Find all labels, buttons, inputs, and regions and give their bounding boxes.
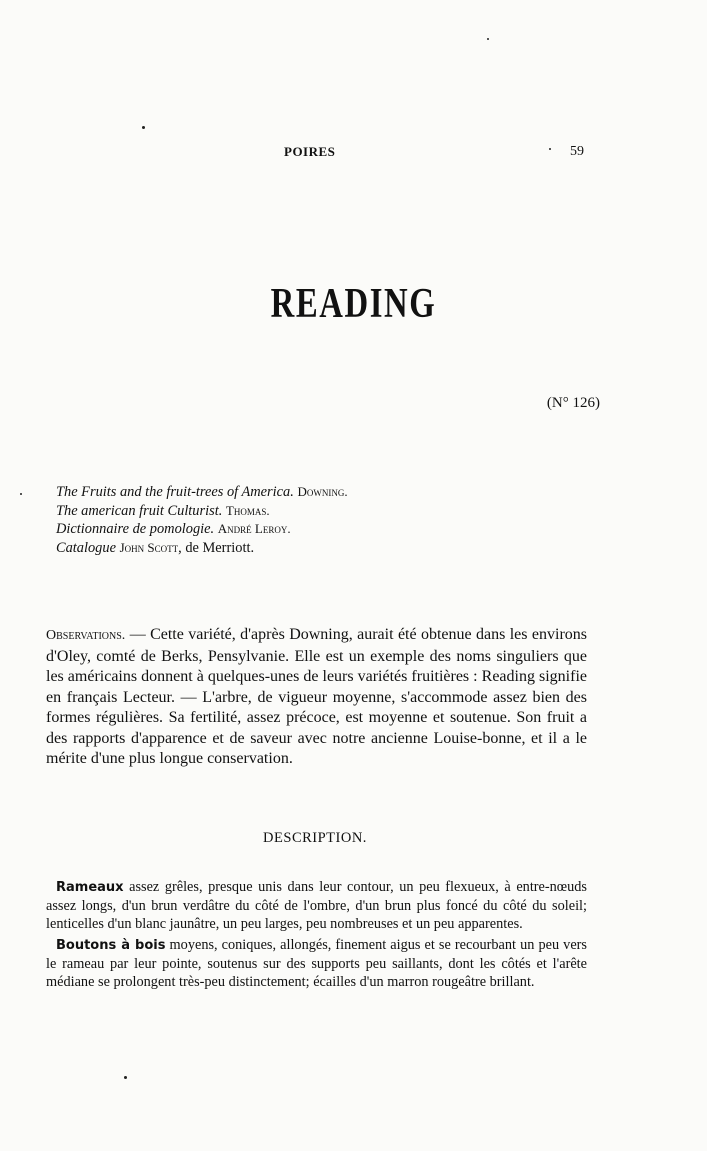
scan-speck (142, 126, 145, 129)
reference-item (56, 483, 348, 502)
reference-title: Dictionnaire de pomologie. (56, 521, 215, 538)
reference-author: Downing. (297, 484, 348, 499)
scan-speck (487, 38, 489, 40)
reference-title: The american fruit Culturist. (56, 502, 223, 519)
description-section (46, 878, 587, 993)
page-number: 59 (570, 144, 584, 159)
scan-speck (20, 493, 22, 495)
scan-speck (124, 1076, 127, 1079)
variety-number (0, 395, 600, 412)
scan-speck (549, 148, 551, 150)
observations-paragraph (46, 625, 587, 770)
reference-item (56, 502, 348, 521)
references-list (56, 483, 348, 557)
description-heading: DESCRIPTION. (263, 830, 367, 846)
description-lead: Rameaux (56, 880, 124, 895)
reference-title: The Fruits and the fruit-trees of America. (56, 484, 294, 500)
observations-lead: Observations. (46, 628, 126, 643)
description-paragraph (46, 878, 587, 934)
reference-item (56, 520, 348, 539)
description-paragraph (46, 936, 587, 992)
reference-author: John Scott (119, 539, 179, 555)
description-text: moyens, coniques, allongés, finement aigus et se recourbant un peu vers le rameau par leur pointe, soutenus sur des supports peu saillants, dont les côtés et l'arête médiane se prolongent très-peu distinctement; écailles d'un marron rougeâtre brillant. (46, 936, 587, 991)
reference-author: André Leroy. (217, 521, 291, 537)
page-title: READING (270, 281, 437, 327)
reference-rest: , de Merriott. (178, 539, 255, 556)
description-text: assez grêles, presque unis dans leur contour, un peu flexueux, à entre-nœuds assez longs, d'un brun verdâtre du côté de l'ombre, d'un brun plus foncé du côté du soleil; lenticelles d'un blanc jaunâtre, un peu larges, peu nombreuses et un peu apparentes. (46, 879, 587, 933)
observations-text: — Cette variété, d'après Downing, aurait été obtenue dans les environs d'Oley, comté de Berks, Pensylvanie. Elle est un exemple des noms singuliers que les américains donnent à quelques-unes de leurs variétés fruitières : Reading signifie en français Lecteur. — L'arbre, de vigueur moyenne, s'accommode assez bien des formes régulières. Sa fertilité, assez précoce, est moyenne et soutenue. Son fruit a des rapports d'apparence et de saveur avec notre ancienne Louise-bonne, et il a le mérite d'une plus longue conservation. (46, 626, 587, 767)
variety-number-text: (N° 126) (546, 395, 600, 411)
running-title: POIRES (284, 144, 336, 159)
reference-author: Thomas. (225, 502, 270, 518)
reference-item (56, 539, 348, 558)
description-lead: Boutons à bois (56, 937, 166, 953)
reference-title: Catalogue (56, 539, 116, 556)
